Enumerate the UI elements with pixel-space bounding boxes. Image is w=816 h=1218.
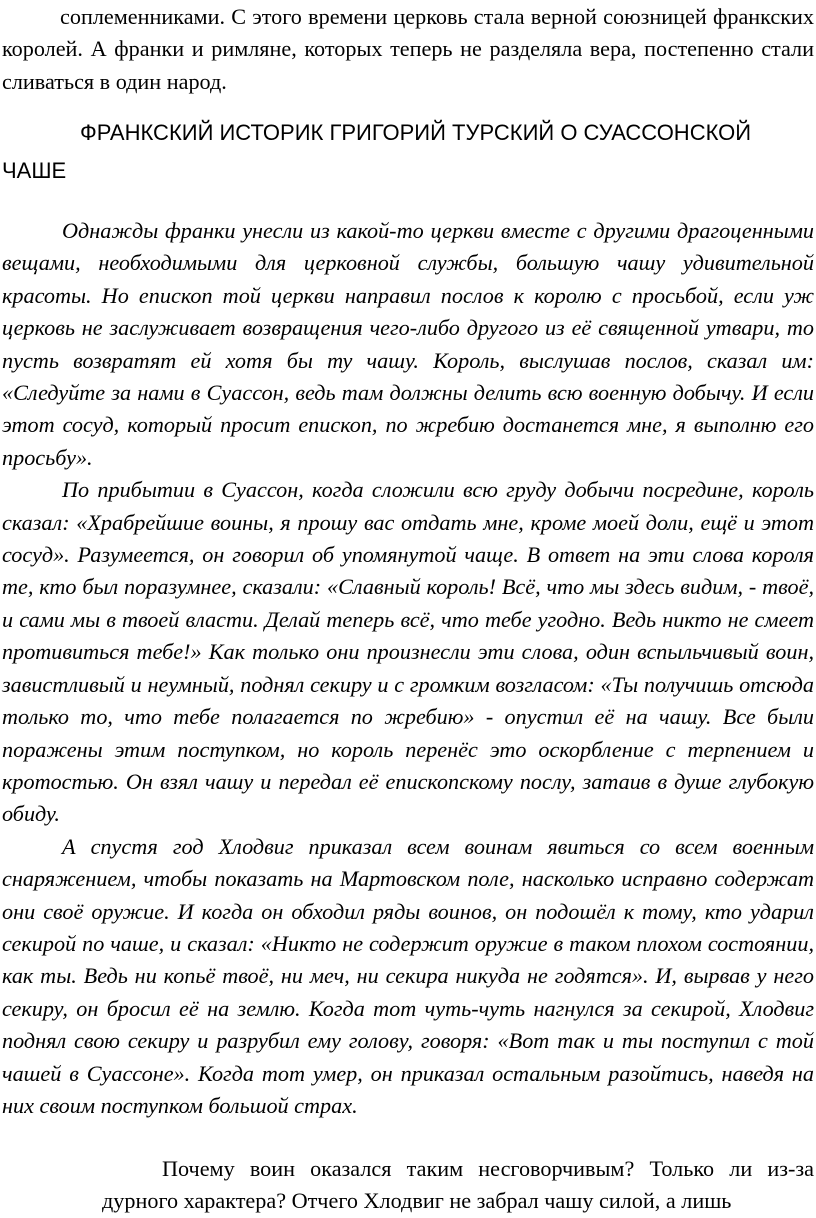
section-heading: ФРАНКСКИЙ ИСТОРИК ГРИГОРИЙ ТУРСКИЙ О СУАССОНСКОЙ ЧАШЕ	[2, 120, 752, 183]
story-paragraph-1: Однажды франки унесли из какой-то церкви вместе с другими драгоценными вещами, необходимыми для церковной службы, большую чашу удивительной красоты. Но епископ той церкви направил послов к королю с просьбой, если уж церковь не заслуживает возвращения чего-либо другого из её священной утвари, то пусть возвратят ей хотя бы ту чашу. Король, выслушав послов, сказал им: «Следуйте за нами в Суассон, ведь там должны делить всю военную добычу. И если этот сосуд, который просит епископ, по жребию достанется мне, я выполню его просьбу».	[2, 218, 814, 470]
intro-paragraph	[2, 1, 814, 98]
question-text: Почему воин оказался таким несговорчивым? Только ли из-за дурного характера? Отчего Хлодвиг не забрал чашу силой, а лишь	[102, 1156, 814, 1214]
story-excerpt	[2, 215, 814, 1122]
story-paragraph-2: По прибытии в Суассон, когда сложили всю груду добычи посредине, король сказал: «Храбрейшие воины, я прошу вас отдать мне, кроме моей доли, ещё и этот сосуд». Разумеется, он говорил об упомянутой чаще. В ответ на эти слова короля те, кто был поразумнее, сказали: «Славный король! Всё, что мы здесь видим, - твоё, и сами мы в твоей власти. Делай теперь всё, что тебе угодно. Ведь никто не смеет противиться тебе!» Как только они произнесли эти слова, один вспыльчивый воин, завистливый и неумный, поднял секиру и с громким возгласом: «Ты получишь отсюда только то, что тебе полагается по жребию» - опустил её на чашу. Все были поражены этим поступком, но король перенёс это оскорбление с терпением и кротостью. Он взял чашу и передал её епископскому послу, затаив в душе глубокую обиду.	[2, 477, 814, 827]
story-paragraph-3: А спустя год Хлодвиг приказал всем воинам явиться со всем военным снаряжением, чтобы показать на Мартовском поле, насколько исправно содержат они своё оружие. И когда он обходил ряды воинов, он подошёл к тому, кто ударил секирой по чаше, и сказал: «Никто не содержит оружие в таком плохом состоянии, как ты. Ведь ни копьё твоё, ни меч, ни секира никуда не годятся». И, вырвав у него секиру, он бросил её на землю. Когда тот чуть-чуть нагнулся за секирой, Хлодвиг поднял свою секиру и разрубил ему голову, говоря: «Вот так и ты поступил с той чашей в Суассоне». Когда тот умер, он приказал остальным разойтись, наведя на них своим поступком большой страх.	[2, 833, 814, 1118]
intro-text: соплеменниками. С этого времени церковь стала верной союзницей франкских королей. А франки и римляне, которых теперь не разделяла вера, постепенно стали сливаться в один народ.	[2, 4, 814, 94]
question-paragraph	[102, 1153, 814, 1218]
